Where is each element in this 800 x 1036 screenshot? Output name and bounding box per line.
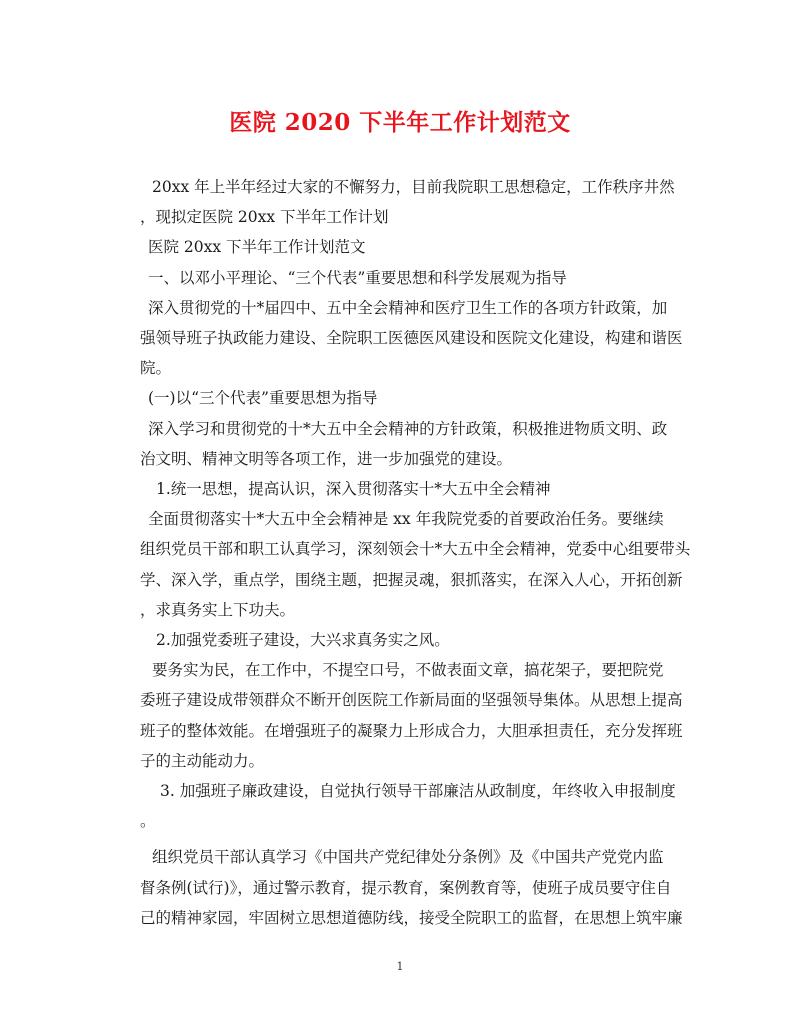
- paragraph-line: ，现拟定医院 20xx 下半年工作计划: [140, 208, 389, 227]
- paragraph-line: 己的精神家园，牢固树立思想道德防线，接受全院职工的监督，在思想上筑牢廉: [140, 908, 683, 927]
- paragraph-line: 深入学习和贯彻党的十*大五中全会精神的方针政策，积极推进物质文明、政: [148, 419, 668, 438]
- paragraph-line: 子的主动能动力。: [140, 751, 265, 770]
- paragraph-line: 。: [140, 812, 156, 831]
- paragraph-line: 深入贯彻党的十*届四中、五中全会精神和医疗卫生工作的各项方针政策，加: [148, 298, 668, 317]
- paragraph-line: 强领导班子执政能力建设、全院职工医德医风建设和医院文化建设，构建和谐医: [140, 329, 683, 348]
- paragraph-line: 20xx 年上半年经过大家的不懈努力，目前我院职工思想稳定，工作秩序井然: [152, 178, 675, 196]
- item-heading: 2.加强党委班子建设，大兴求真务实之风。: [156, 631, 450, 650]
- document-title: 医院 2020 下半年工作计划范文: [229, 109, 571, 136]
- paragraph-line: 班子的整体效能。在增强班子的凝聚力上形成合力，大胆承担责任，充分发挥班: [140, 721, 683, 740]
- paragraph-line: 组织党员干部和职工认真学习，深刻领会十*大五中全会精神，党委中心组要带头: [140, 540, 691, 559]
- paragraph-line: 全面贯彻落实十*大五中全会精神是 xx 年我院党委的首要政治任务。要继续: [148, 510, 664, 529]
- page-number: 1: [396, 960, 404, 973]
- paragraph-line: ，求真务实上下功夫。: [140, 600, 296, 619]
- paragraph-line: 院。: [140, 359, 172, 378]
- paragraph-line: 督条例(试行)》，通过警示教育，提示教育，案例教育等，使班子成员要守住自: [140, 878, 672, 897]
- subsection-heading: (一)以“三个代表”重要思想为指导: [148, 389, 378, 408]
- item-heading: 3. 加强班子廉政建设，自觉执行领导干部廉洁从政制度，年终收入申报制度: [160, 782, 676, 801]
- paragraph-line: 要务实为民，在工作中，不提空口号，不做表面文章，搞花架子，要把院党: [152, 661, 664, 680]
- paragraph-line: 组织党员干部认真学习《中国共产党纪律处分条例》及《中国共产党党内监: [152, 848, 664, 867]
- section-heading: 一、以邓小平理论、“三个代表”重要思想和科学发展观为指导: [148, 268, 567, 287]
- item-heading: 1.统一思想，提高认识，深入贯彻落实十*大五中全会精神: [156, 480, 551, 499]
- paragraph-line: 学、深入学，重点学，围绕主题，把握灵魂，狠抓落实，在深入人心，开拓创新: [140, 570, 683, 589]
- paragraph-line: 医院 20xx 下半年工作计划范文: [148, 238, 366, 257]
- document-body: [140, 172, 708, 933]
- paragraph-line: 治文明、精神文明等各项工作，进一步加强党的建设。: [140, 449, 513, 468]
- paragraph-line: 委班子建设成带领群众不断开创医院工作新局面的坚强领导集体。从思想上提高: [140, 691, 683, 710]
